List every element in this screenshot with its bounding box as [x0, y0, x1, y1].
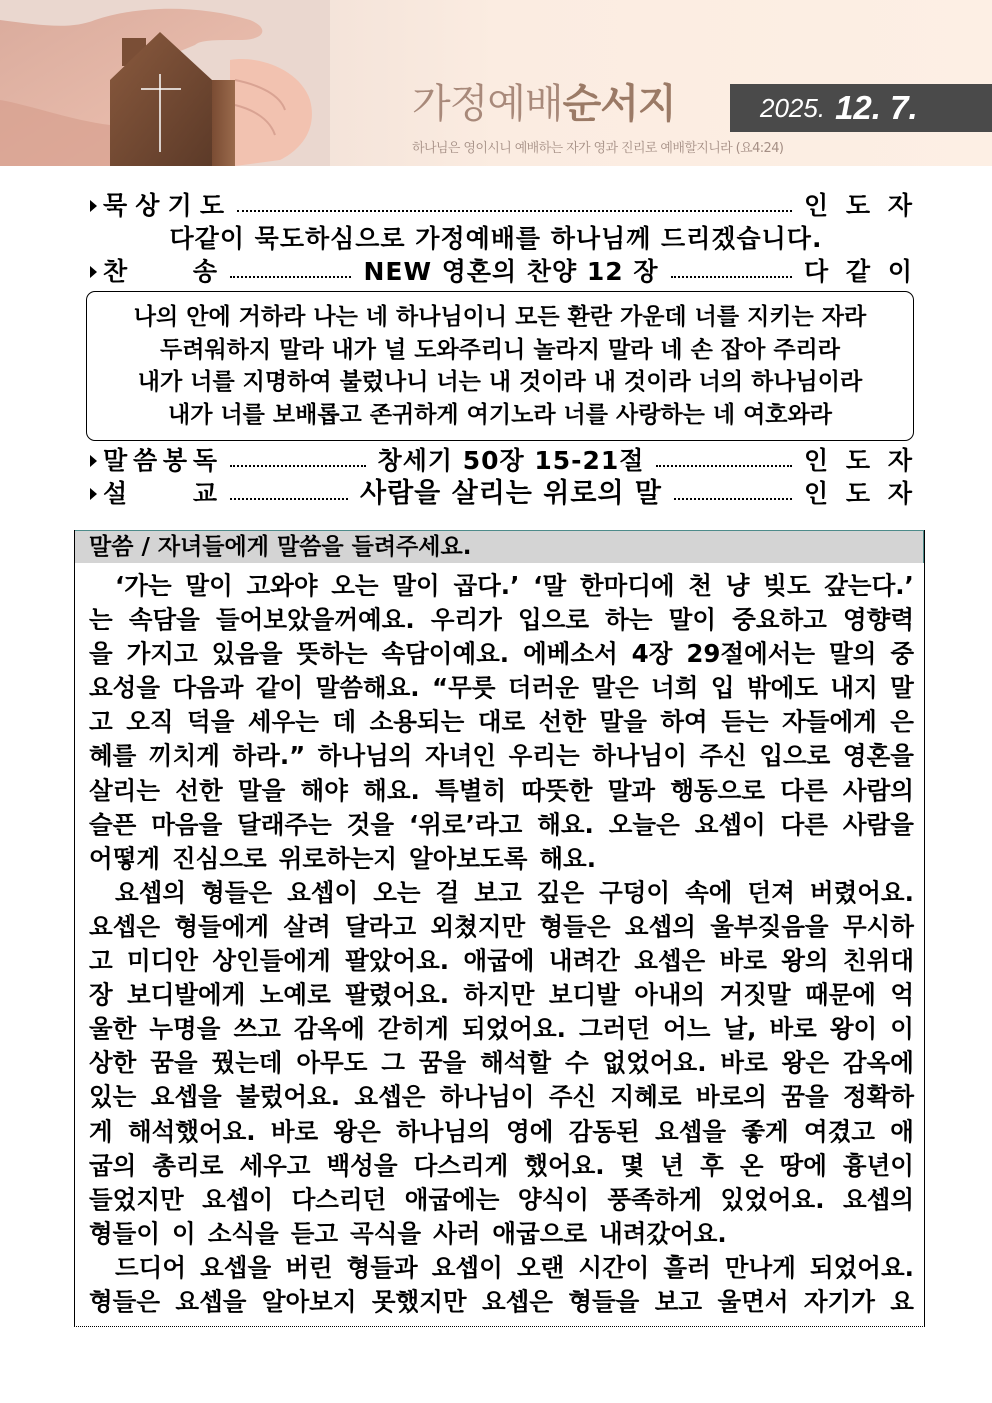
message-word: 오는	[331, 571, 379, 600]
message-word: 요성을	[89, 673, 161, 703]
message-word: 되었어요.	[809, 1252, 914, 1282]
message-word: 팔았어요.	[345, 946, 450, 976]
message-word: 하나님이	[439, 1082, 535, 1112]
message-word: 보고	[654, 1286, 703, 1316]
order-label: 말 씀 봉 독	[103, 446, 218, 475]
message-word: 한마디에	[579, 571, 675, 600]
message-word: 내려간	[548, 946, 620, 976]
message-word: 해석할	[480, 1048, 552, 1078]
message-word: 대로	[477, 707, 526, 737]
message-word: 애굽에는	[404, 1184, 500, 1214]
message-word: ‘가는	[115, 571, 172, 600]
message-word: 다스리게	[413, 1150, 509, 1180]
message-word: 꿈을	[150, 1048, 198, 1078]
message-word: 세우는	[247, 707, 319, 737]
message-word: 해요.	[539, 843, 597, 873]
bullet-triangle-icon	[90, 200, 97, 212]
silent-prayer-text: 다같이 묵도하심으로 가정예배를 하나님께 드리겠습니다.	[169, 224, 823, 253]
message-word: 고와야	[246, 571, 318, 600]
message-word: 바로의	[695, 1082, 767, 1112]
message-word: 상인들에게	[212, 946, 331, 976]
message-word: 다른	[780, 775, 828, 805]
message-word: 몇	[620, 1150, 645, 1180]
message-line	[89, 774, 914, 808]
message-word: 울부짖음을	[710, 911, 829, 941]
message-word: 있음을	[211, 639, 283, 669]
message-word: 은	[890, 707, 914, 737]
message-word: 총리로	[152, 1150, 224, 1180]
message-word: 왕이	[829, 1014, 878, 1044]
message-word: 데	[332, 707, 357, 737]
message-word: 애굽에	[463, 946, 535, 976]
message-word: 온	[739, 1150, 764, 1180]
message-word: 무시하	[842, 911, 914, 941]
message-word: 입으로	[517, 605, 589, 635]
message-word: 소용되는	[369, 707, 465, 737]
message-word: 땅에	[779, 1150, 827, 1180]
message-word: 애굽으로	[492, 1218, 588, 1248]
message-word: 있었어요.	[720, 1184, 825, 1214]
message-word: 해석했어요.	[127, 1116, 256, 1146]
message-word: 같이	[255, 673, 304, 703]
hands-house-cross-image	[0, 0, 330, 166]
message-word: 는	[89, 605, 113, 635]
message-word: 영에	[506, 1116, 554, 1146]
message-word: 오랜	[516, 1252, 565, 1282]
message-word: 더러운	[507, 673, 579, 703]
message-word: 말이	[185, 571, 233, 600]
message-word: 감옥에	[842, 1048, 914, 1078]
message-word: 말씀해요.	[315, 673, 420, 703]
message-word: ‘위로’라고	[409, 809, 523, 839]
message-word: 노예로	[259, 980, 331, 1010]
message-word: 해요.	[363, 775, 420, 805]
message-word: “무릇	[432, 673, 496, 703]
message-word: 불렀어요.	[236, 1082, 341, 1112]
message-word: 아내의	[634, 980, 706, 1010]
message-word: 버린	[285, 1252, 333, 1282]
date-badge	[730, 84, 992, 132]
message-box	[74, 530, 925, 1327]
message-word: 미디안	[127, 946, 199, 976]
order-leader: 다 같 이	[804, 257, 912, 286]
message-word: 선한	[538, 707, 587, 737]
message-word: 날,	[723, 1014, 757, 1044]
message-word: 요셉은	[89, 911, 161, 941]
message-line	[89, 944, 914, 978]
message-word: 되었어요.	[461, 1014, 566, 1044]
message-line	[89, 1183, 914, 1217]
message-word: 보디발에게	[127, 980, 246, 1010]
message-word: 말의	[829, 639, 877, 669]
message-word: 어떻게	[89, 843, 161, 873]
message-word: 슬픈	[89, 809, 137, 839]
message-word: 좋게	[741, 1116, 789, 1146]
message-word: 게	[89, 1116, 113, 1146]
lyric-line: 내가 너를 보배롭고 존귀하게 여기노라 너를 사랑하는 네 여호와라	[168, 401, 832, 428]
message-word: 요셉이	[287, 877, 359, 907]
message-word: 주신	[548, 1082, 597, 1112]
hymn-lyrics-box	[86, 291, 914, 441]
message-word: 없었어요.	[602, 1048, 707, 1078]
message-heading: 말씀 / 자녀들에게 말씀을 들려주세요.	[75, 530, 924, 563]
message-word: 형들을	[568, 1286, 640, 1316]
message-word: 형들에게	[174, 911, 270, 941]
message-word: 요셉은	[481, 1286, 553, 1316]
message-word: 하여	[660, 707, 708, 737]
message-word: 빚도	[763, 571, 811, 600]
message-word: 것을	[346, 809, 395, 839]
order-label: 찬 송	[103, 257, 218, 286]
message-word: 말은	[591, 673, 639, 703]
message-word: 입	[710, 673, 735, 703]
message-word: 선한	[175, 775, 223, 805]
leader-dots	[237, 208, 792, 212]
message-word: 팔렸어요.	[345, 980, 450, 1010]
order-silent-prayer	[90, 189, 912, 223]
message-word: 풍족하게	[607, 1184, 703, 1214]
message-word: 요셉은	[354, 1082, 426, 1112]
title-bold: 순서지	[562, 81, 676, 127]
message-word: 흘러	[663, 1252, 711, 1282]
message-line	[89, 1080, 914, 1114]
message-word: 입으로	[759, 741, 831, 771]
message-word: 중	[890, 639, 914, 669]
message-word: 들었지만	[89, 1184, 184, 1214]
message-word: 우리가	[430, 605, 502, 635]
message-word: 감동된	[568, 1116, 640, 1146]
message-word: 듣는	[721, 707, 769, 737]
leader-dots	[656, 463, 792, 467]
message-line	[89, 1217, 914, 1251]
leader-dots	[230, 274, 351, 278]
message-word: 감옥에	[293, 1014, 365, 1044]
message-word: 소식을	[207, 1218, 279, 1248]
message-word: 오직	[126, 707, 174, 737]
message-word: 형들이	[89, 1218, 161, 1248]
message-word: 년	[660, 1150, 685, 1180]
message-word: 요셉을	[200, 1252, 272, 1282]
message-word: 드디어	[115, 1252, 187, 1282]
message-word: 주신	[699, 741, 747, 771]
message-word: 고	[89, 707, 113, 737]
message-word: 요셉의	[115, 877, 187, 907]
message-word: 왕은	[781, 1048, 829, 1078]
lyric-line: 내가 너를 지명하여 불렀나니 너는 내 것이라 내 것이라 너의 하나님이라	[137, 369, 863, 395]
message-word: 보디발	[548, 980, 620, 1010]
message-word: 말을	[599, 707, 647, 737]
message-word: 던져	[747, 877, 795, 907]
message-word: 우리는	[508, 741, 580, 771]
message-word: 요	[890, 1286, 914, 1316]
order-leader: 인 도 자	[804, 446, 912, 475]
message-line	[89, 910, 914, 944]
leader-dots	[674, 496, 792, 500]
message-word: 말이	[392, 571, 440, 600]
message-word: 갚는다.’	[824, 571, 914, 600]
message-line	[89, 637, 914, 671]
message-word: 곡식을	[350, 1218, 422, 1248]
message-word: 갇히게	[377, 1014, 449, 1044]
message-word: 속에	[685, 877, 733, 907]
message-word: 요셉이	[431, 1252, 503, 1282]
message-word: 시간이	[578, 1252, 650, 1282]
message-word: 요셉을	[175, 1286, 247, 1316]
message-word: 말과	[607, 775, 656, 805]
message-word: 달래주는	[237, 809, 332, 839]
message-word: 행동으로	[670, 775, 765, 805]
message-line	[89, 808, 914, 842]
message-word: 요셉의	[624, 911, 696, 941]
message-word: 요셉을	[655, 1116, 727, 1146]
message-line	[89, 978, 914, 1012]
message-word: 후	[700, 1150, 724, 1180]
message-body	[75, 563, 924, 1319]
message-word: 요셉이	[202, 1184, 274, 1214]
message-line	[89, 603, 914, 637]
message-word: 해요.	[537, 809, 594, 839]
message-word: 다른	[780, 809, 828, 839]
page-title	[412, 80, 675, 128]
message-word: 보고	[474, 877, 522, 907]
message-word: 흉년이	[842, 1150, 914, 1180]
message-line	[89, 569, 914, 603]
message-line	[89, 1012, 914, 1046]
order-hymn	[90, 255, 912, 289]
message-word: 요셉은	[634, 946, 706, 976]
message-word: 세우고	[239, 1150, 311, 1180]
order-sermon	[90, 477, 912, 511]
message-word: 걸	[435, 877, 460, 907]
message-word: 듣고	[290, 1218, 339, 1248]
message-word: 하나님의	[396, 1116, 491, 1146]
message-word: 덕을	[187, 707, 235, 737]
message-line	[89, 705, 914, 739]
order-leader: 인 도 자	[804, 479, 912, 508]
message-word: ‘말	[533, 571, 567, 600]
message-word: 29절에서는	[686, 639, 816, 669]
date-year: 2025.	[760, 92, 826, 123]
message-word: 여겼고	[803, 1116, 875, 1146]
message-word: 굽의	[89, 1150, 137, 1180]
message-word: 말이	[668, 605, 716, 635]
message-word: 4장	[631, 639, 673, 669]
message-word: 이	[172, 1218, 196, 1248]
leader-dots	[230, 496, 348, 500]
message-word: 내지	[830, 673, 878, 703]
message-word: 울한	[89, 1014, 137, 1044]
message-word: 꿈을	[781, 1082, 829, 1112]
message-word: 외쳤지만	[430, 911, 526, 941]
sermon-title: 사람을 살리는 위로의 말	[359, 478, 663, 509]
message-word: 꿈을	[418, 1048, 467, 1078]
message-word: 가지고	[126, 639, 198, 669]
message-word: 속담이예요.	[381, 639, 510, 669]
message-word: 끼치게	[148, 741, 220, 771]
message-word: 너희	[651, 673, 699, 703]
message-word: 을	[89, 639, 113, 669]
message-word: 형들은	[89, 1286, 161, 1316]
message-word: 천	[688, 571, 712, 600]
lyric-line: 두려워하지 말라 내가 널 도와주리니 놀라지 말라 네 손 잡아 주리라	[160, 336, 840, 363]
title-light: 가정예배	[412, 81, 563, 127]
message-line	[89, 876, 914, 910]
order-label: 설 교	[103, 479, 218, 508]
message-word: 하나님이	[592, 741, 687, 771]
message-word: 밖에도	[746, 673, 818, 703]
message-word: 형들은	[539, 911, 611, 941]
message-word: 들어보았을꺼예요.	[216, 605, 415, 635]
message-word: 알아보지	[261, 1286, 357, 1316]
message-word: 바로	[270, 1116, 319, 1146]
message-word: 마음을	[151, 809, 223, 839]
message-word: 하나님의	[317, 741, 413, 771]
message-word: 만나게	[724, 1252, 796, 1282]
message-word: 내려갔어요.	[599, 1218, 727, 1248]
message-line	[89, 671, 914, 705]
message-word: 오늘은	[608, 809, 680, 839]
message-word: 말을	[237, 775, 286, 805]
message-word: 했어요.	[524, 1150, 605, 1180]
message-word: 자녀인	[425, 741, 497, 771]
message-word: 어느	[663, 1014, 711, 1044]
leader-dots	[671, 274, 792, 278]
message-word: 살려	[283, 911, 331, 941]
header-verse: 하나님은 영이시니 예배하는 자가 영과 진리로 예배할지니라 (요4:24)	[412, 141, 784, 156]
message-word: 특별히	[435, 775, 507, 805]
message-word: 백성을	[326, 1150, 398, 1180]
message-word: 상한	[89, 1048, 137, 1078]
message-word: 지혜로	[610, 1082, 682, 1112]
header-banner	[0, 0, 992, 166]
bullet-triangle-icon	[90, 488, 97, 500]
message-word: 깊은	[536, 877, 585, 907]
hymn-title: NEW 영혼의 찬양 12 장	[363, 257, 659, 286]
message-word: 위로하는지	[278, 843, 398, 873]
bullet-triangle-icon	[90, 455, 97, 467]
message-word: 중요하고	[732, 605, 827, 635]
message-word: 달라고	[345, 911, 417, 941]
message-word: 영혼을	[842, 741, 914, 771]
message-word: 꿨는데	[211, 1048, 283, 1078]
message-word: 억	[890, 980, 914, 1010]
message-word: 오는	[373, 877, 421, 907]
message-word: 사러	[433, 1218, 481, 1248]
message-word: 때문에	[804, 980, 876, 1010]
message-line	[89, 1115, 914, 1149]
message-word: 요셉의	[842, 1184, 914, 1214]
message-word: 바로	[769, 1014, 817, 1044]
message-word: 하지만	[463, 980, 535, 1010]
order-label: 묵 상 기 도	[103, 191, 225, 220]
message-word: 왕은	[333, 1116, 381, 1146]
message-word: 바로	[719, 946, 767, 976]
message-word: 곱다.’	[453, 571, 520, 600]
message-word: 속담을	[128, 605, 200, 635]
message-word: 있는	[89, 1082, 137, 1112]
message-line	[89, 1285, 914, 1319]
message-word: 정확하	[842, 1082, 914, 1112]
message-word: 바로	[720, 1048, 768, 1078]
message-line	[89, 1046, 914, 1080]
message-word: 장	[89, 980, 113, 1010]
message-word: 사람을	[842, 809, 914, 839]
message-word: 누명을	[149, 1014, 221, 1044]
message-word: 혜를	[89, 741, 137, 771]
message-word: 요셉이	[694, 809, 766, 839]
message-word: 해야	[300, 775, 348, 805]
leader-dots	[230, 463, 366, 467]
message-word: 왕의	[781, 946, 829, 976]
message-word: 에베소서	[523, 639, 618, 669]
message-line	[89, 842, 914, 876]
message-line	[89, 739, 914, 773]
message-word: 다스리던	[291, 1184, 387, 1214]
message-word: 자들에게	[782, 707, 877, 737]
message-word: 울면서	[717, 1286, 789, 1316]
message-word: 사람의	[842, 775, 914, 805]
message-word: 아무도	[296, 1048, 368, 1078]
message-word: 하는	[605, 605, 653, 635]
order-scripture-reading	[90, 444, 912, 478]
message-word: 애	[890, 1116, 914, 1146]
message-word: 쓰고	[233, 1014, 281, 1044]
message-word: 뜻하는	[296, 639, 368, 669]
lyric-line: 나의 안에 거하라 나는 네 하나님이니 모든 환란 가운데 너를 지키는 자라	[133, 304, 867, 330]
message-word: 진심으로	[172, 843, 267, 873]
message-word: 다음과	[172, 673, 244, 703]
order-leader: 인 도 자	[804, 191, 912, 220]
message-word: 그러던	[579, 1014, 651, 1044]
message-word: 하라.”	[232, 741, 306, 771]
message-word: 냥	[725, 571, 750, 600]
message-word: 거짓말	[719, 980, 791, 1010]
message-word: 못했지만	[371, 1286, 467, 1316]
message-word: 구덩이	[599, 877, 671, 907]
message-word: 요셉을	[150, 1082, 222, 1112]
message-word: 버렸어요.	[809, 877, 914, 907]
message-line	[89, 1251, 914, 1285]
message-line	[89, 1149, 914, 1183]
message-word: 형들은	[201, 877, 273, 907]
message-word: 그	[381, 1048, 405, 1078]
scripture-reference: 창세기 50장 15-21절	[377, 446, 645, 475]
message-word: 양식이	[517, 1184, 589, 1214]
message-word: 영향력	[842, 605, 914, 635]
message-word: 살리는	[89, 775, 161, 805]
message-word: 친위대	[842, 946, 914, 976]
date-month-day: 12. 7.	[835, 89, 918, 126]
message-word: 자기가	[803, 1286, 875, 1316]
message-word: 말	[890, 673, 914, 703]
message-word: 형들과	[346, 1252, 418, 1282]
message-word: 고	[89, 946, 113, 976]
message-word: 이	[890, 1014, 914, 1044]
message-word: 알아보도록	[409, 843, 528, 873]
bullet-triangle-icon	[90, 266, 97, 278]
message-word: 수	[564, 1048, 589, 1078]
message-word: 따뜻한	[521, 775, 593, 805]
